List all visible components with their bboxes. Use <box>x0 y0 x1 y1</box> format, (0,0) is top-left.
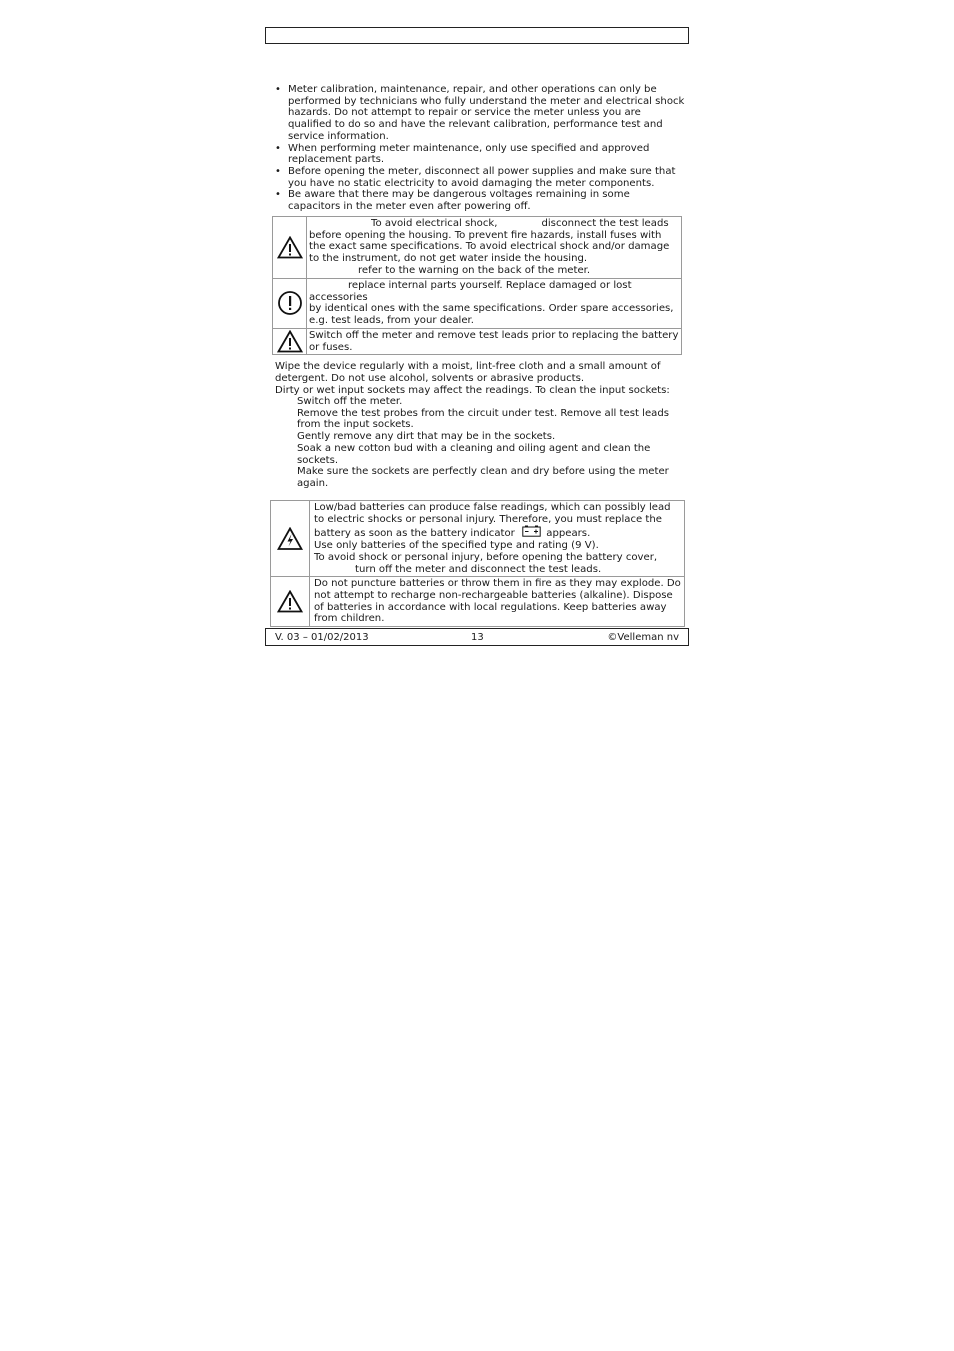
page-number: 13 <box>471 632 484 643</box>
icon-cell <box>273 217 307 279</box>
table-row <box>271 501 685 577</box>
warning-text-line: turn off the meter and disconnect the test leads. <box>355 563 602 575</box>
warning-text-line: before opening the housing. To prevent fire hazards, install fuses with the exact same specifications. To avoid electrical shock and/or damage to the instrument, do not get water inside the housing. <box>309 229 670 265</box>
list-item: • When performing meter maintenance, only use specified and approved replacement parts. <box>275 143 685 166</box>
maintenance-warning-table <box>272 216 682 355</box>
icon-cell <box>273 328 307 354</box>
warning-text-line: Use only batteries of the specified type and rating (9 V). <box>314 540 599 552</box>
warning-text <box>307 279 682 329</box>
list-item: Gently remove any dirt that may be in the sockets. <box>297 431 556 443</box>
warning-text-line: To avoid electrical shock, <box>371 218 498 229</box>
warning-triangle-icon <box>277 590 303 613</box>
table-row <box>273 279 682 329</box>
header-box <box>265 27 689 44</box>
list-item: Make sure the sockets are perfectly clean and dry before using the meter again. <box>297 466 669 489</box>
warning-text <box>307 217 682 279</box>
battery-indicator-icon <box>522 525 541 537</box>
list-item: Soak a new cotton bud with a cleaning and oiling agent and clean the sockets. <box>297 442 651 466</box>
list-item: Switch off the meter. <box>297 396 403 407</box>
warning-text-line: To avoid shock or personal injury, before opening the battery cover, <box>314 551 658 563</box>
table-row <box>273 328 682 354</box>
version-label: V. 03 – 01/02/2013 <box>275 632 369 643</box>
icon-cell <box>271 577 310 627</box>
icon-cell <box>273 279 307 329</box>
list-item: Remove the test probes from the circuit under test. Remove all test leads from the input sockets. <box>297 407 670 431</box>
page-footer <box>265 628 689 646</box>
cleaning-paragraph: Dirty or wet input sockets may affect the readings. To clean the input sockets: <box>275 385 670 396</box>
warning-text: Switch off the meter and remove test leads prior to replacing the battery or fuses. <box>307 328 682 354</box>
list-item: • Before opening the meter, disconnect all power supplies and make sure that you have no static electricity to avoid damaging the meter components. <box>275 166 685 189</box>
warning-text-line: refer to the warning on the back of the meter. <box>358 264 591 276</box>
battery-warning-table <box>270 500 685 627</box>
warning-triangle-icon <box>277 236 303 259</box>
warning-text-line: replace internal parts yourself. Replace damaged or lost accessories <box>309 280 632 303</box>
warning-text-line: appears. <box>546 528 591 540</box>
warning-text: Do not puncture batteries or throw them in fire as they may explode. Do not attempt to recharge non-rechargeable batteries (alkaline). Dispose of batteries in accordance with local regulations. Keep batteries away from children. <box>310 577 685 627</box>
warning-triangle-icon <box>277 330 303 353</box>
copyright-label: ©Velleman nv <box>607 632 679 643</box>
warning-text-line: by identical ones with the same specifications. Order spare accessories, e.g. test leads, from your dealer. <box>309 303 674 327</box>
table-row <box>273 217 682 279</box>
list-item: • Meter calibration, maintenance, repair, and other operations can only be performed by technicians who fully understand the meter and electrical shock hazards. Do not attempt to repair or service the meter unless you are qualified to do so and have the relevant calibration, performance test and service information. <box>275 84 685 143</box>
icon-cell <box>271 501 310 577</box>
warning-text <box>310 501 685 577</box>
list-item: • Be aware that there may be dangerous voltages remaining in some capacitors in the meter even after powering off. <box>275 189 685 212</box>
warning-text-line: Low/bad batteries can produce false readings, which can possibly lead to electric shocks or personal injury. Therefore, you must replace the battery as soon as the battery indicator <box>314 502 671 540</box>
cleaning-paragraph: Wipe the device regularly with a moist, lint-free cloth and a small amount of detergent. Do not use alcohol, solvents or abrasive products. <box>275 361 661 384</box>
exclamation-circle-icon <box>277 290 303 316</box>
cleaning-steps <box>297 396 687 490</box>
high-voltage-triangle-icon <box>277 527 303 551</box>
warning-text-line: disconnect the test leads <box>541 218 669 229</box>
table-row <box>271 577 685 627</box>
safety-bullet-list <box>275 84 685 213</box>
